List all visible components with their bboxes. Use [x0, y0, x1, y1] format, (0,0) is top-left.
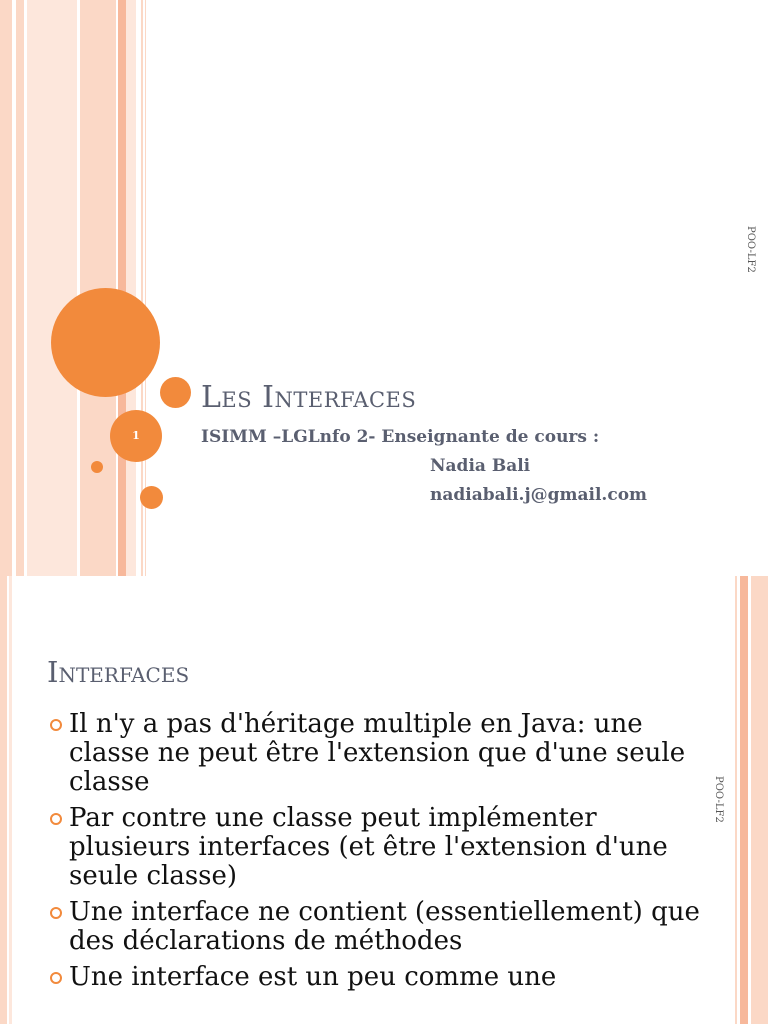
small-circle-icon: [140, 486, 163, 509]
side-label: POO-LF2: [745, 226, 756, 273]
bullet-ring-icon: [50, 907, 62, 919]
bullet-ring-icon: [50, 813, 62, 825]
list-item: [50, 963, 700, 992]
stripe: [740, 576, 748, 1024]
stripe: [27, 0, 77, 576]
slide-number: 1: [132, 429, 140, 442]
stripe: [0, 0, 12, 576]
large-circle-icon: [51, 288, 160, 397]
tiny-circle-icon: [91, 461, 103, 473]
list-item: [50, 710, 700, 797]
author-name: Nadia Bali: [430, 456, 531, 476]
slide-title: Les Interfaces: [201, 380, 417, 415]
stripe: [0, 576, 7, 1024]
stripe: [735, 576, 737, 1024]
bullet-ring-icon: [50, 972, 62, 984]
list-item: [50, 898, 700, 956]
stripe: [118, 0, 126, 576]
bullet-ring-icon: [50, 719, 62, 731]
bullet-text: Une interface est un peu comme une: [69, 962, 557, 992]
stripe: [751, 576, 768, 1024]
slide-title: Interfaces: [47, 655, 190, 689]
list-item: [50, 804, 700, 891]
author-email: nadiabali.j@gmail.com: [430, 485, 648, 505]
stripe: [16, 0, 24, 576]
bullet-text: Il n'y a pas d'héritage multiple en Java: une classe ne peut être l'extension que d'une seule classe: [69, 709, 686, 797]
bullet-text: Une interface ne contient (essentiellement) que des déclarations de méthodes: [69, 897, 700, 956]
subtitle-line: ISIMM –LGLnfo 2- Enseignante de cours :: [201, 427, 600, 447]
side-label: POO-LF2: [713, 776, 724, 823]
bullet-list: [50, 710, 700, 999]
small-circle-icon: [160, 377, 191, 408]
stripe: [126, 0, 136, 576]
stripe: [9, 576, 12, 1024]
bullet-text: Par contre une classe peut implémenter plusieurs interfaces (et être l'extension d'une seule classe): [69, 803, 668, 891]
